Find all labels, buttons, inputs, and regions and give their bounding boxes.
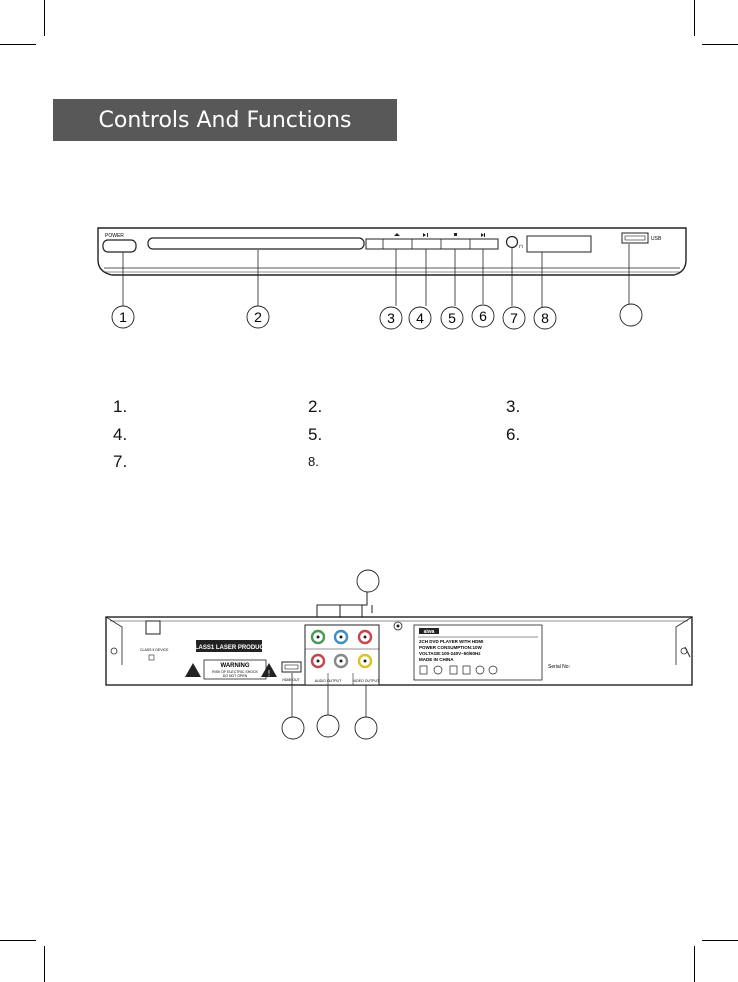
rear-panel-diagram [100, 565, 700, 750]
crop-mark [694, 0, 695, 36]
spec-line-4: MADE IN CHINA [419, 657, 454, 662]
usb-label: USB [651, 236, 662, 242]
class-label: CLASS II DEVICE [140, 648, 169, 652]
front-panel-diagram [90, 220, 695, 335]
callout-2: 2 [254, 309, 262, 325]
serial-label: Serial No: [548, 664, 570, 670]
crop-mark [702, 940, 738, 941]
svg-text:⊓: ⊓ [519, 244, 523, 250]
function-item-5: 5. [308, 425, 323, 444]
crop-mark [44, 946, 45, 982]
function-item-1: 1. [113, 397, 128, 416]
function-item-6: 6. [506, 425, 521, 444]
section-title: Controls And Functions [53, 99, 397, 141]
crop-mark [702, 44, 738, 45]
video-output-label: VIDEO OUTPUT [352, 679, 380, 683]
svg-text:!: ! [267, 669, 271, 678]
function-item-8: 8. [308, 454, 319, 469]
stop-icon [454, 233, 457, 236]
audio-output-label: AUDIO OUTPUT [314, 679, 342, 683]
power-label: POWER [105, 233, 124, 239]
brand-logo: aiwa [423, 629, 435, 635]
power-button [103, 240, 136, 252]
function-item-2: 2. [308, 397, 323, 416]
callout-1: 1 [119, 309, 127, 325]
spec-line-3: VOLTAGE:100-240V~50/60Hz [419, 651, 481, 656]
function-item-4: 4. [113, 425, 128, 444]
crop-mark [44, 0, 45, 36]
function-item-7: 7. [113, 452, 128, 471]
hdmi-label: HDMI OUT [282, 678, 300, 682]
crop-mark [694, 946, 695, 982]
function-item-3: 3. [506, 397, 521, 416]
spec-line-1: 2CH DVD PLAYER WITH HDMI [419, 639, 484, 644]
callout-3: 3 [387, 310, 395, 326]
callout-6: 6 [479, 308, 487, 324]
disc-tray [148, 238, 364, 249]
warning-label: WARNING [220, 663, 250, 669]
warning-sub1: RISK OF ELECTRIC SHOCK [212, 670, 258, 674]
warning-sub2: DO NOT OPEN [222, 674, 248, 678]
callout-4: 4 [416, 310, 424, 326]
callout-5: 5 [448, 310, 456, 326]
callout-8: 8 [541, 310, 549, 326]
crop-mark [0, 940, 36, 941]
callout-7: 7 [510, 310, 518, 326]
laser-label: CLASS1 LASER PRODUCT [190, 645, 268, 651]
ir-sensor [507, 237, 518, 248]
crop-mark [0, 44, 36, 45]
spec-line-2: POWER CONSUMPTION:10W [419, 645, 482, 650]
display-window [527, 236, 591, 252]
